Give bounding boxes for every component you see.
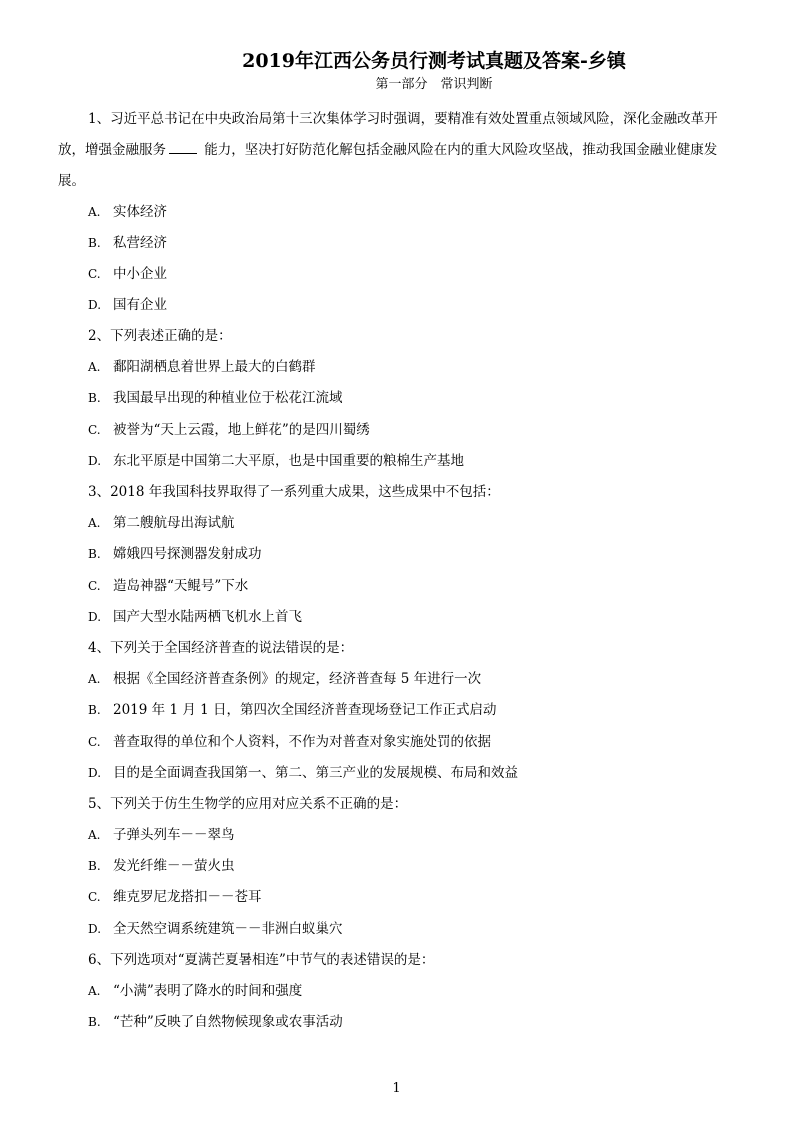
question-4-option-a: A. 根据《全国经济普查条例》的规定，经济普查每 5 年进行一次 <box>88 671 482 687</box>
page-number: 1 <box>392 1081 401 1096</box>
question-2-option-a: A. 鄱阳湖栖息着世界上最大的白鹤群 <box>88 359 316 375</box>
section-heading: 第一部分 常识判断 <box>375 77 493 92</box>
question-2-option-d: D. 东北平原是中国第二大平原，也是中国重要的粮棉生产基地 <box>88 453 464 469</box>
question-3-option-a: A. 第二艘航母出海试航 <box>88 515 235 531</box>
question-1-option-a: A. 实体经济 <box>88 204 167 220</box>
document-title: 2019年江西公务员行测考试真题及答案-乡镇 <box>242 50 626 72</box>
question-5-option-c: C. 维克罗尼龙搭扣－－苍耳 <box>88 889 262 905</box>
question-1-option-c: C. 中小企业 <box>88 266 167 282</box>
question-4-stem: 4、下列关于全国经济普查的说法错误的是： <box>88 640 354 656</box>
question-1-stem-line-1: 1、习近平总书记在中央政治局第十三次集体学习时强调，要精准有效处置重点领域风险，深化金融改革开 <box>88 111 718 127</box>
question-2-stem: 2、下列表述正确的是： <box>88 328 232 344</box>
question-1-stem-line-3: 展。 <box>58 173 85 189</box>
question-2-option-c: C. 被誉为“天上云霞，地上鲜花”的是四川蜀绣 <box>88 422 370 438</box>
question-4-option-d: D. 目的是全面调查我国第一、第二、第三产业的发展规模、布局和效益 <box>88 765 518 781</box>
answer-blank <box>169 140 197 154</box>
question-1-option-d: D. 国有企业 <box>88 297 167 313</box>
question-1-stem-line-2: 放，增强金融服务 能力，坚决打好防范化解包括金融风险在内的重大风险攻坚战，推动我国金融业健康发 <box>58 142 718 158</box>
question-5-option-b: B. 发光纤维－－萤火虫 <box>88 858 235 874</box>
question-5-stem: 5、下列关于仿生生物学的应用对应关系不正确的是： <box>88 796 408 812</box>
question-6-option-b: B. “芒种”反映了自然物候现象或农事活动 <box>88 1014 343 1030</box>
question-2-option-b: B. 我国最早出现的种植业位于松花江流域 <box>88 390 343 406</box>
question-4-option-b: B. 2019 年 1 月 1 日，第四次全国经济普查现场登记工作正式启动 <box>88 702 497 718</box>
question-5-option-d: D. 全天然空调系统建筑－－非洲白蚁巢穴 <box>88 921 343 937</box>
question-1-option-b: B. 私营经济 <box>88 235 167 251</box>
question-3-option-c: C. 造岛神器“天鲲号”下水 <box>88 578 249 594</box>
question-4-option-c: C. 普查取得的单位和个人资料，不作为对普查对象实施处罚的依据 <box>88 734 491 750</box>
question-3-option-d: D. 国产大型水陆两栖飞机水上首飞 <box>88 609 302 625</box>
question-6-stem: 6、下列选项对“夏满芒夏暑相连”中节气的表述错误的是： <box>88 952 435 968</box>
question-3-option-b: B. 嫦娥四号探测器发射成功 <box>88 546 262 562</box>
question-6-option-a: A. “小满”表明了降水的时间和强度 <box>88 983 303 999</box>
question-3-stem: 3、2018 年我国科技界取得了一系列重大成果，这些成果中不包括： <box>88 484 500 500</box>
question-5-option-a: A. 子弹头列车－－翠鸟 <box>88 827 235 843</box>
